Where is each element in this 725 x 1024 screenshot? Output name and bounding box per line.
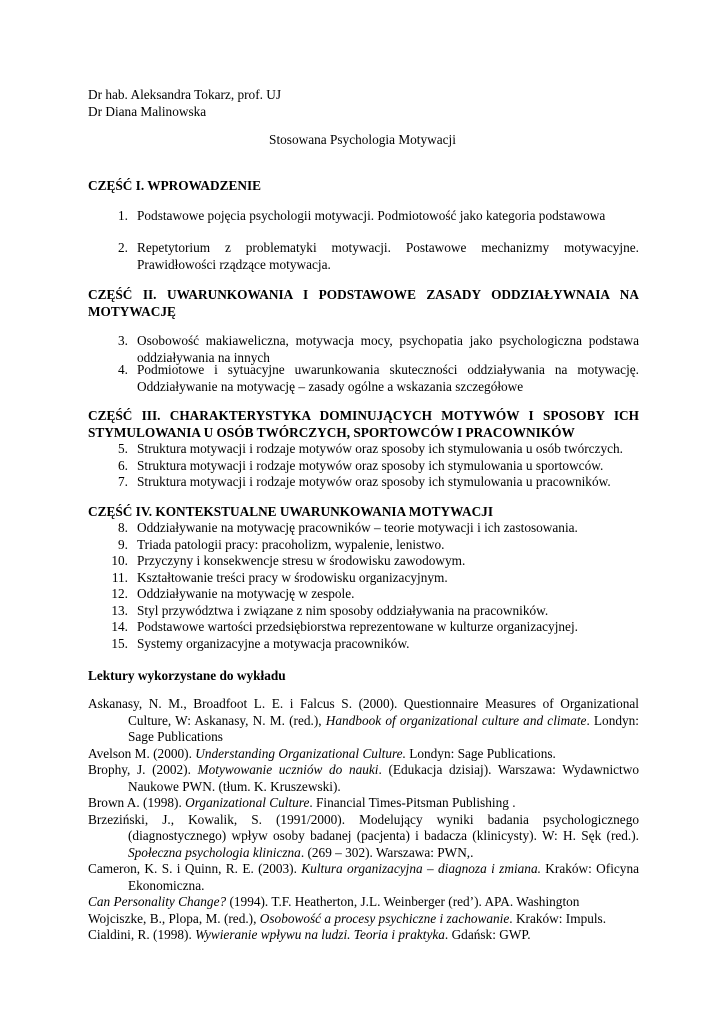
list-item — [88, 458, 639, 475]
authors — [88, 87, 281, 120]
reference-item — [88, 746, 639, 763]
ref-title: Społeczna psychologia kliniczna — [128, 844, 301, 860]
readings-heading: Lektury wykorzystane do wykładu — [88, 668, 286, 683]
ref-text: Cameron, K. S. i Quinn, R. E. (2003). — [88, 861, 302, 876]
item-number: 9. — [118, 537, 128, 552]
part-heading: CZĘŚĆ III. CHARAKTERYSTYKA DOMINUJĄCYCH MOTYWÓW I SPOSOBY ICH STYMULOWANIA U OSÓB TWÓRCZYCH, SPORTOWCÓW I PRACOWNIKÓW — [88, 408, 639, 440]
ref-title: Motywowanie uczniów do nauki — [197, 762, 379, 777]
ref-title: Osobowość a procesy psychiczne i zachowanie — [259, 910, 510, 926]
ref-title: Organizational Culture — [185, 795, 310, 810]
part-heading: CZĘŚĆ I. WPROWADZENIE — [88, 178, 262, 193]
item-number: 7. — [118, 474, 128, 489]
ref-title: Wywieranie wpływu na ludzi. Teoria i praktyka — [195, 927, 445, 942]
reference-item — [88, 894, 639, 911]
reference-item — [88, 861, 639, 894]
item-number: 8. — [118, 520, 128, 535]
ref-text: . (Edukacja dzisiaj). Warszawa: Wydawnictwo Naukowe PWN. (tłum. K. Kruszewski). — [128, 762, 639, 794]
list-item — [88, 553, 639, 570]
ref-title: Kultura organizacyjna – diagnoza i zmiana. — [301, 861, 541, 876]
item-text: Podstawowe pojęcia psychologii motywacji. Podmiotowość jako kategoria podstawowa — [137, 208, 606, 223]
item-text: Struktura motywacji i rodzaje motywów oraz sposoby ich stymulowania u sportowców. — [137, 458, 604, 473]
item-text: Oddziaływanie na motywację pracowników – teorie motywacji i ich zastosowania. — [137, 520, 578, 535]
item-number: 10. — [111, 553, 128, 568]
list-item — [88, 603, 639, 620]
part-heading: CZĘŚĆ IV. KONTEKSTUALNE UWARUNKOWANIA MOTYWACJI — [88, 504, 494, 519]
list-item — [88, 520, 639, 537]
item-number: 3. — [118, 333, 128, 348]
item-number: 2. — [118, 240, 128, 255]
reference-item — [88, 927, 639, 944]
reference-item — [88, 911, 639, 928]
ref-text: (1994). T.F. Heatherton, J.L. Weinberger (red’). APA. Washington — [226, 894, 580, 909]
list-item — [88, 240, 639, 273]
item-text: Podstawowe wartości przedsiębiorstwa reprezentowane w kulturze organizacyjnej. — [137, 619, 578, 634]
list-item — [88, 537, 639, 554]
item-number: 12. — [111, 586, 128, 601]
list-item — [88, 636, 639, 653]
item-number: 5. — [118, 441, 128, 456]
part-heading: CZĘŚĆ II. UWARUNKOWANIA I PODSTAWOWE ZASADY ODDZIAŁYWNAIA NA MOTYWACJĘ — [88, 287, 639, 319]
document-title: Stosowana Psychologia Motywacji — [269, 132, 456, 147]
item-number: 1. — [118, 208, 128, 223]
ref-text: Avelson M. (2000). — [88, 745, 196, 761]
reference-item — [88, 812, 639, 862]
reference-item — [88, 795, 639, 812]
item-text: Podmiotowe i sytuacyjne uwarunkowania skuteczności oddziaływania na motywację. Oddziaływanie na motywację – zasady ogólne a wskazania szczegółowe — [137, 362, 639, 394]
item-text: Przyczyny i konsekwencje stresu w środowisku zawodowym. — [137, 553, 466, 568]
list-item — [88, 362, 639, 395]
ref-text: . Financial Times-Pitsman Publishing . — [309, 795, 516, 810]
item-number: 14. — [111, 619, 128, 634]
list-item — [88, 208, 639, 225]
author-line: Dr hab. Aleksandra Tokarz, prof. UJ — [88, 87, 282, 102]
item-number: 13. — [111, 603, 128, 618]
ref-text: Kraków: Oficyna Ekonomiczna. — [128, 861, 639, 893]
list-item — [88, 586, 639, 603]
item-number: 6. — [118, 458, 128, 473]
ref-text: Cialdini, R. (1998). — [88, 927, 196, 942]
ref-text: . Kraków: Impuls. — [509, 910, 607, 926]
ref-title: Handbook of organizational culture and climate — [325, 712, 587, 728]
item-text: Repetytorium z problematyki motywacji. Postawowe mechanizmy motywacyjne. Prawidłowości rządzące motywacja. — [137, 240, 639, 272]
ref-text: Londyn: Sage Publications. — [405, 745, 556, 761]
author-line: Dr Diana Malinowska — [88, 103, 207, 119]
item-text: Triada patologii pracy: pracoholizm, wypalenie, lenistwo. — [137, 537, 445, 552]
references-list — [88, 696, 639, 944]
ref-text: Brzeziński, J., Kowalik, S. (1991/2000). Modelujący wyniki badania psychologicznego (diagnostycznego) wpływ osoby badanej (pacjenta) i badacza (klinicysty). W: H. Sęk (red.). — [88, 811, 639, 843]
item-number: 15. — [111, 636, 128, 651]
list-item — [88, 474, 639, 491]
reference-item — [88, 696, 639, 746]
reference-item — [88, 762, 639, 795]
item-number: 4. — [118, 362, 128, 377]
item-text: Styl przywództwa i związane z nim sposoby oddziaływania na pracowników. — [137, 603, 549, 618]
item-text: Struktura motywacji i rodzaje motywów oraz sposoby ich stymulowania u osób twórczych. — [137, 441, 623, 456]
ref-text: . (269 – 302). Warszawa: PWN,. — [300, 844, 474, 860]
ref-text: . Gdańsk: GWP. — [444, 927, 531, 942]
item-text: Struktura motywacji i rodzaje motywów oraz sposoby ich stymulowania u pracowników. — [137, 474, 611, 489]
item-text: Oddziaływanie na motywację w zespole. — [137, 586, 355, 601]
ref-title: Can Personality Change? — [88, 894, 227, 909]
list-item — [88, 570, 639, 587]
ref-text: . Londyn: Sage Publications — [128, 712, 639, 744]
ref-title: Understanding Organizational Culture. — [195, 745, 406, 761]
item-number: 11. — [111, 570, 128, 585]
ref-text: Askanasy, N. M., Broadfoot L. E. i Falcus S. (2000). Questionnaire Measures of Organizational Culture, W: Askanasy, N. M. (red.), — [88, 696, 639, 728]
item-text: Systemy organizacyjne a motywacja pracowników. — [137, 636, 410, 651]
ref-text: Brown A. (1998). — [88, 795, 186, 810]
item-text: Osobowość makiaweliczna, motywacja mocy, psychopatia jako psychologiczna podstawa oddziaływania na innych — [137, 333, 639, 365]
item-text: Kształtowanie treści pracy w środowisku organizacyjnym. — [137, 570, 448, 585]
ref-text: Wojciszke, B., Plopa, M. (red.), — [88, 910, 260, 926]
list-item — [88, 441, 639, 458]
ref-text: Brophy, J. (2002). — [88, 762, 198, 777]
list-item — [88, 619, 639, 636]
